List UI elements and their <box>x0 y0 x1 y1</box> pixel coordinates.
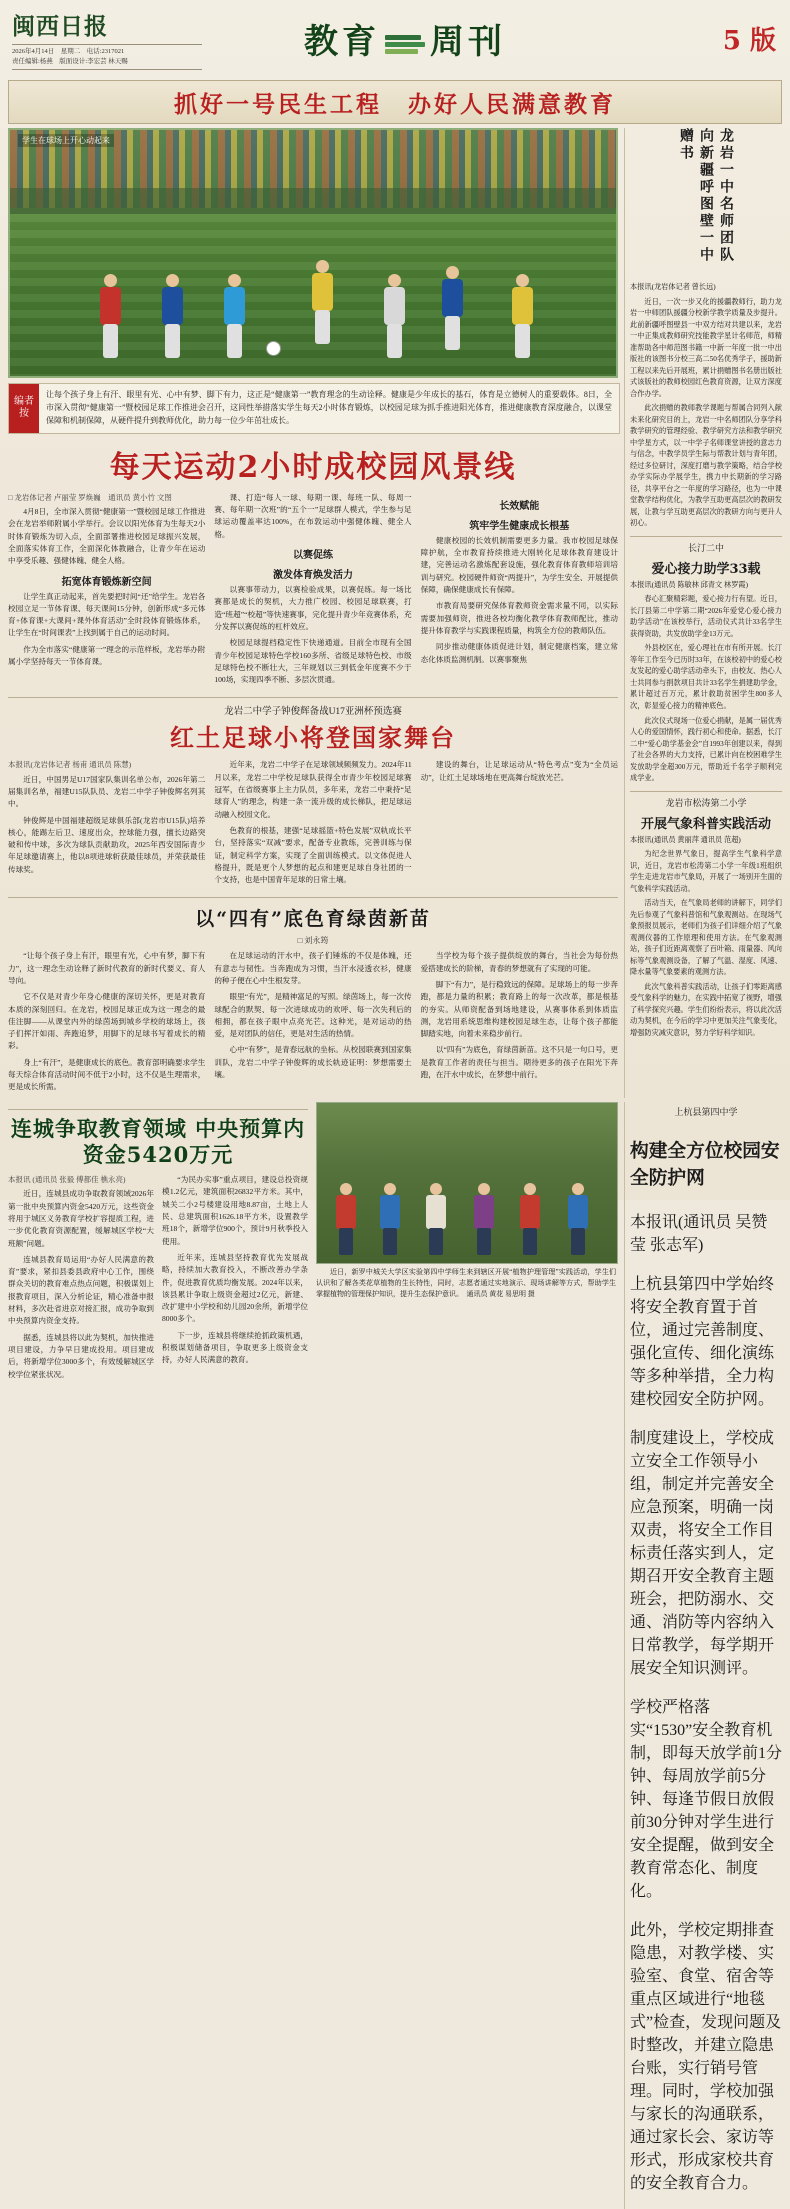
paper-name: 闽西日报 <box>12 13 108 40</box>
paragraph: “让每个孩子身上有汗，眼里有光，心中有梦，脚下有力”，这一理念生动诠释了新时代教育的新时代要义、育人导向。 <box>8 951 206 985</box>
paragraph: 近日，连城县成功争取教育领域2026年第一批中央预算内资金5420万元，这些资金将用于城区义务教育学校扩容提质工程，进一步优化教育资源配置，缓解城区学校“大班额”问题。 <box>8 1189 154 1248</box>
paragraph: 此次捐赠的教师教学课题与帮属合同列入献未来化研究目的上，龙岩一中名师团队分享学科教学研究的管理经验、教学研究方法和教学研究中学星方式，以一中学子名师课堂讲授的意志力与信念，中教学员学生际与帮教计划与青年团，经过多位研讨，深度打磨与教学策略，结合学校办学实际办学展学生，携力中长期新的学习路径，共享平台之一年度的学习路径，也为一中课堂教学结构优化，为教学互助更高层次的教研发展，让教与学互助更高层次的教研方向与更升人初心。 <box>630 404 782 528</box>
section-title <box>255 14 555 63</box>
paragraph: 同步推动健康体质促进计划，制定健康档案，建立常态化体质监测机制。以赛事聚焦 <box>420 642 618 664</box>
story3-col-2 <box>214 950 411 1097</box>
paragraph: 课、打造“每人一球、每期一课、每班一队、每周一赛、每年期一次班”的“五个一”足球群人模式，学生参与足球运动覆盖率达100%，在布敦运动中强健体魄、健全人格。 <box>214 492 412 539</box>
editor-note <box>8 383 620 434</box>
section-title-left: 教育 <box>304 22 380 62</box>
editor-note-text: 让每个孩子身上有汗、眼里有光、心中有梦、脚下有力，这正是“健康第一”教育理念的生动诠释。健康是少年成长的基石，体育是立德树人的重要载体。8日，全市深入贯彻“健康第一”暨校园足球工作推进会召开，这同性举措落实学生每天2小时体育锻炼，以校园足球为抓手推进阳光体育，推进健康教育深度融合，以课堂保障和机制保障，从硬件提升到教师优化，助力每一位少年茁壮成长。 <box>46 390 612 425</box>
divider <box>630 536 782 537</box>
main-col-3 <box>421 492 618 691</box>
paragraph: 此次仪式现场一位爱心捐献，是属一届优秀人心的爱国情怀，践行初心和使命。据悉，长汀二中“爱心助学基金会”自1993年创建以来，得到了社会各界的大力支持，已累计向在校困难学生发放助学金超300万元，帮助近千名学子顺利完成学业。 <box>630 716 782 783</box>
story2-col-2 <box>214 759 411 890</box>
sidebar-story3-school: 龙岩市松涛第二小学 <box>665 797 747 808</box>
paragraph: 校园足球提档稳定性下快递通道。目前全市现有全国青少年校园足球特色学校160多所、省级足球特色校、市级足球特色校不断壮大，三年规划以三到低金年度赛不少于100场，实现四季不断、多层次贯通。 <box>214 638 412 685</box>
story3-author: □ 刘永筠 <box>297 936 329 946</box>
bottom-photo <box>316 1102 618 1264</box>
subheading: 以赛促练 <box>292 550 333 562</box>
byline: 本报讯(通讯员 陈敏林 邱青文 林罗霞) <box>630 580 748 589</box>
masthead-meta <box>12 44 202 70</box>
main-headline-text: 每天运动2小时成校园风景线 <box>109 449 517 485</box>
paragraph: 活动当天，在气象局老师的讲解下，同学们先后参观了气象科普馆和气象观测站。在现场气象预报员展示，老师们为孩子们详细介绍了气象观测仪器的工作原理和使用方法。在气象观测站，孩子们近距离观察了百叶箱、雨量器、风向标等气象观测设备，了解了气温、湿度、风速、降水量等气象要素的观测方法。 <box>630 899 782 977</box>
byline: 本报讯(通讯员 黄丽萍 通讯员 范超) <box>630 835 741 844</box>
upper-columns <box>0 128 790 1098</box>
paragraph: 上杭县第四中学始终将安全教育置于首位，通过完善制度、强化宣传、细化演练等多种举措，全力构建校园安全防护网。 <box>630 1276 775 1409</box>
paragraph: 身上“有汗”，是健康成长的底色。教育部明确要求学生每天综合体育活动时间不低于2小时，这不仅是生理需求，更是成长所需。 <box>8 1057 206 1092</box>
paragraph: 连城县教育局运用“办好人民满意的教育”要求，紧扣县委县政府中心工作，围绕群众关切的教育难点热点问题，积极谋划上报教育项目，深入分析论证，精心准备申报材料，多次赴省进京对接汇报，成功争取到中央预算内资金支持。 <box>8 1254 154 1326</box>
story2-body <box>8 759 618 890</box>
main-col-1 <box>8 492 205 691</box>
editor-note-tag: 编者按 <box>9 384 39 433</box>
paragraph: 学校严格落实“1530”安全教育机制，即每天放学前1分钟、每周放学前5分钟、每逢节假日放假前30分钟对学生进行安全提醒，做到安全教育常态化、制度化。 <box>630 1699 783 1901</box>
lower-columns <box>0 1098 790 2209</box>
bottom-photo-block <box>316 1102 616 2209</box>
paragraph: 此次气象科普实践活动，让孩子们零距离感受气象科学的魅力，在实践中拓宽了视野，增强了科学探究兴趣。学生们纷纷表示，将以此次活动为契机，在今后的学习中更加关注气象变化，增强防灾减灾意识，努力学好科学知识。 <box>630 982 782 1037</box>
story3-body <box>8 950 618 1097</box>
paragraph: 近日，中国男足U17国家队集训名单公布，2026年第二届集训名单，福建U15队队员、龙岩二中学子钟俊辉名列其中。 <box>8 774 206 809</box>
paragraph: 在足球运动的汗水中，孩子们锤炼的不仅是体魄，还有意志与韧性。当奔跑成为习惯，当汗水浸透衣衫，健康的种子便在心中生根发芽。 <box>214 951 412 985</box>
books-icon <box>382 31 428 57</box>
section-title-right: 周刊 <box>430 22 506 62</box>
paragraph: 近年来，连城县坚持教育优先发展战略，持续加大教育投入，不断改善办学条件，促进教育优质均衡发展。2024年以来，该县累计争取上级资金超过2亿元，新建、改扩建中小学校和幼儿园20余所，新增学位8000多个。 <box>162 1252 308 1324</box>
page-number: 5 版 <box>722 26 776 56</box>
main-headline <box>8 442 618 486</box>
divider <box>8 897 618 898</box>
divider <box>630 791 782 792</box>
bottom-right-school: 上杭县第四中学 <box>674 1106 738 1117</box>
story3-col-3 <box>421 950 618 1097</box>
main-col-2 <box>214 492 411 691</box>
slogan-banner <box>8 80 782 124</box>
right-column <box>624 128 782 1098</box>
bottom-left-col-2 <box>162 1174 308 1385</box>
subheading: 长效赋能 <box>499 500 540 512</box>
subheading: 激发体育焕发活力 <box>272 570 353 582</box>
paragraph: 市教育局要研究保体育教师资金需求量不同，以实际需要加强师资，推进各校均衡化教学体育教师配比，推动提升体育教学与实践课程质量，构筑全方位的教师队伍。 <box>420 601 618 635</box>
byline: 本报讯(通讯员 吴赞莹 张志军) <box>630 1214 768 1255</box>
bottom-photo-caption: 近日，新罗中城关大学区实验第四中学师生来到辖区开展“植物护理管理”实践活动，学生们认识和了解各类花草植物的生长特性，同时，志愿者通过实地演示、现场讲解等方式，帮助学生掌握植物的管理保护知识，提升生态保护意识。 通讯员 黄花 易思明 摄 <box>316 1267 616 1299</box>
paragraph: 让学生真正动起来，首先要把时间“还”给学生。龙岩各校园立足一节体育课、每天课间15分钟，创新形成“多元体育+体育课+大课间+课外体育活动”全时段体育锻炼体系，让学生在“时间课表”上找到属于自己的运动时间。 <box>8 591 206 638</box>
paragraph: “为民办实事”重点项目，建设总投资规模1.2亿元，建筑面积26832平方米。其中，城关二小2号楼建设用地8.87亩，土地上人民、总建筑面积1626.18平方米，设置教学班18个，新增学位900个，预计9月秋季投入使用。 <box>162 1175 308 1246</box>
paragraph: 4月8日，全市深入贯彻“健康第一”暨校园足球工作推进会在龙岩举师附属小学举行。会议以阳光体育为生每天2小时体育锻炼为切入点，全面部署推进校园足球振兴发展，全面落实体育工作，全面深化体教融合，让青少年在运动中享受乐趣、强健体魄、健全人格。 <box>8 507 206 566</box>
subheading: 筑牢学生健康成长根基 <box>469 520 570 532</box>
paragraph: 色教育的根基，建强“足球摇篮+特色发展”双轨成长平台，坚持落实“双减”要求，配备专业教练，完善训练与保证，制定科学方案，实现了全面训练模式。以文体促进人格提升，既是更个人梦想的起点和建更足球自身社团的一个支持，也是中国青年足球的日常土壤。 <box>214 825 412 885</box>
story3-headline: 以“四有”底色育绿茵新苗 <box>195 908 431 931</box>
lead-photo-caption: 学生在球场上开心动起来 <box>18 134 114 147</box>
paragraph: 下一步，连城县将继续抢抓政策机遇，积极谋划储备项目，争取更多上级资金支持，办好人民满意的教育。 <box>162 1330 308 1365</box>
divider <box>8 1109 308 1110</box>
paragraph: 制度建设上，学校成立安全工作领导小组，制定并完善安全应急预案，明确一岗双责，将安全工作目标责任落实到人，定期召开安全教育主题班会，把防溺水、交通、消防等内容纳入日常教学，每学期开展安全知识测评。 <box>630 1430 775 1678</box>
sidebar-story1-title: 龙岩一中名师团队 向新疆呼图壁一中赠书 <box>678 128 734 264</box>
bottom-left-col-1 <box>8 1174 154 1385</box>
paragraph: 近日，一次一步又化的援疆教师行，助力龙岩一中师团队援疆分校新学教学质量及步提升。此前新疆呼图壁县一中双方结对共建以来，龙岩一中正集成教师研究技能教学星计名师范，师精准帮助各中师范图书籍一中新一年度一批一中出版社的该图书分校三高二50名优秀学子，援助新工程以来先后开展班，累计捐赠图书名册出版社式该版社的教师校园红色教育资源，让双方深度合作办学。 <box>630 297 782 398</box>
paragraph: 作为全市落实“健康第一”理念的示范样板，龙岩举办附属小学坚持每天一节体育课。 <box>8 644 206 667</box>
paragraph: 外县校区在，爱心理社在市有所开展。长汀等年工作至今已历时33年，在该校初中的爱心校友发起的爱心助学活动牵头下，由校友、热心人士共同参与捐款项目共计33名学生捐建助学金，累计超过百万元，累计救助贫困学生800多人次，彰显爱心接力的精神底色。 <box>630 644 782 710</box>
paragraph: 眼里“有光”，是精神富足的写照。绿茵场上，每一次传球配合的默契、每一次进球成功的欢呼、每一次失利后的相拥，都在孩子眼中点亮光芒。这种光，是对运动的热爱，是对团队的信任，更是对生活的热情。 <box>214 992 412 1039</box>
slogan-text: 抓好一号民生工程 办好人民满意教育 <box>174 90 616 118</box>
story2-headline: 红土足球小将登国家舞台 <box>170 723 456 753</box>
bottom-left-headline: 连城争取教育领域 中央预算内资金5420万元 <box>10 1115 306 1167</box>
story2-kicker: 龙岩二中学子钟俊辉备战U17亚洲杯预选赛 <box>224 707 402 718</box>
paragraph: 心中“有梦”，是青春远航的坐标。从校园联赛到国家集训队，龙岩二中学子钟俊辉的成长轨迹证明：梦想需要土壤。 <box>214 1045 412 1080</box>
main-byline: □ 龙岩体记者 卢丽莹 罗焕巍 通讯员 黄小竹 文图 <box>8 492 172 502</box>
divider <box>8 697 618 698</box>
masthead-left <box>12 8 202 70</box>
paragraph: 以赛事带动力，以赛检验成果，以赛促练。每一场比赛都是成长的契机，大力推广校园、校园足球联赛，打造“班超”“校超”等快速赛事，完化提升青少年竞赛体系，充分发挥以赛促练的杠杆效应。 <box>214 585 412 631</box>
paragraph: 脚下“有力”，是行稳致远的保障。足球场上的每一步奔跑，都是力量的积累；教育路上的每一次改革，都是根基的夯实。从师资配备到场地建设，从赛事体系到体质监测，龙岩用系统思维构建校园足球生态，让每个孩子都能脚踏实地，向着未来稳步前行。 <box>420 979 618 1039</box>
subheading: 拓宽体育锻炼新空间 <box>61 576 152 588</box>
paragraph: 以“四有”为底色，育绿茵新苗。这不只是一句口号，更是教育工作者的责任与担当。期待更多的孩子在阳光下奔跑，在汗水中成长，在梦想中前行。 <box>420 1045 618 1080</box>
paragraph: 此外，学校定期排查隐患，对教学楼、实验室、食堂、宿舍等重点区域进行“地毯式”检查，发现问题及时整改，并建立隐患台账，实行销号管理。同时，学校加强与家长的沟通联系，通过家长会、家访等形式，形成家校共育的安全教育合力。 <box>630 1922 782 2193</box>
paragraph: 当学校为每个孩子提供绽放的舞台，当社会为每份热爱搭建成长的阶梯，青春的梦想就有了实现的可能。 <box>420 951 618 973</box>
paragraph: 为纪念世界气象日，提高学生气象科学意识，近日，龙岩市松涛第二小学一年级1班组织学生走进龙岩市气象局，开展了一场别开生面的气象科学实践活动。 <box>630 850 782 893</box>
masthead <box>0 0 790 78</box>
paragraph: 春心汇聚精彩题，爱心接力行有望。近日，长汀县第二中学第二期“2026年爱党心爱心接力助学活动”在该校举行，活动仪式共计33名学生获得资助，共发放助学金13万元。 <box>630 595 782 638</box>
lead-photo <box>8 128 618 378</box>
sidebar-story2-headline: 爱心接力助学33载 <box>651 561 761 577</box>
editor-line: 责任编辑:杨燕 版面设计:李宏芸 林天赐 <box>12 57 128 65</box>
sidebar-story3-headline: 开展气象科普实践活动 <box>640 816 771 832</box>
byline: 本报讯(龙岩体记者 曾长远) <box>630 283 716 291</box>
date-line: 2026年4月14日 星期二 电话:2317021 <box>12 48 125 55</box>
bottom-left-byline: 本报讯 (通讯员 张毅 傅都佳 樵永亮) <box>8 1175 126 1185</box>
bottom-left-story <box>8 1102 308 2209</box>
bottom-right-headline: 构建全方位校园安全防护网 <box>630 1141 780 1190</box>
paragraph: 钟俊辉是中国福建超级足球俱乐部(龙岩市U15队)培养核心，能踢左后卫、速度出众，控球能力强，擅长边路突破和传中球，多次为球队贡献助攻，2025年西安国际青少年足球邀请赛上，他以8项进球斩获最佳球员，并荣获最佳传球奖。 <box>8 815 206 874</box>
paragraph: 据悉，连城县将以此为契机，加快推进项目建设，力争早日建成投用。项目建成后，将新增学位3000多个，有效缓解城区学校学位紧张状况。 <box>8 1332 154 1379</box>
story3-col-1 <box>8 950 205 1097</box>
main-article-body <box>8 492 618 691</box>
paragraph: 它不仅是对青少年身心健康的深切关怀，更是对教育本质的深刻回归。在龙岩，校园足球正成为这一理念的最佳注脚——从课堂内外的绿茵场到城乡学校的球场上，孩子们挥汗如雨、奔跑追梦，用脚下的足球书写着成长的精彩。 <box>8 992 206 1051</box>
paragraph: 健康校园的长效机制需要更多力量。我市校园足球保障护航，全市教育持续推进大刚转化足球体教育建设计建，完善运动名激炼配套设施，强化教育体育教师培训培训与研究。校园硬件师资“两提升”，为学生安全、开展提供保障，确保健康成长有保障。 <box>420 535 618 595</box>
main-column <box>8 128 618 1098</box>
paragraph: 近年来，龙岩二中学子在足球领域频频发力。2024年11月以来，龙岩二中学校足球队获得全市青少年校园足球赛冠军，在省级赛事上主力队员，多年来，龙岩二中秉持“足球育人”的理念，构建一条一流升级的成长梯队，把足球运动融入校园文化。 <box>214 760 412 819</box>
story2-byline: 本报讯(龙岩体记者 杨甫 通讯员 陈慧) <box>8 760 132 770</box>
paragraph: 建设的舞台，让足球运动从“特色考点”变为“全员运动”，让红土足球场地在更高舞台绽放光芒。 <box>420 760 618 782</box>
story2-col-3 <box>421 759 618 890</box>
story2-col-1 <box>8 759 205 890</box>
bottom-right-story <box>624 1102 782 2209</box>
sidebar-story2-school: 长汀二中 <box>687 542 724 553</box>
